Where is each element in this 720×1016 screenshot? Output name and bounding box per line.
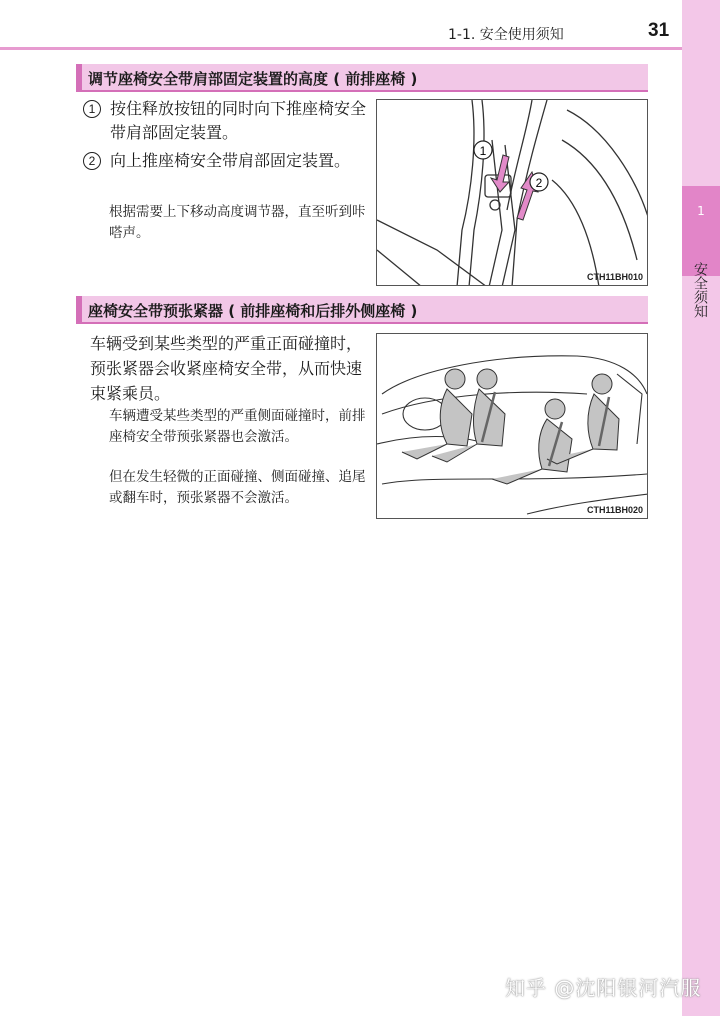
- side-collision-note: 车辆遭受某些类型的严重侧面碰撞时，前排座椅安全带预张紧器也会激活。: [109, 408, 366, 445]
- vehicle-cabin-drawing: [377, 334, 648, 519]
- step-number: 2: [83, 152, 101, 170]
- step-number: 1: [83, 100, 101, 118]
- section-heading-shoulder-anchor: [76, 64, 648, 92]
- step-2: [83, 149, 368, 173]
- shoulder-anchor-drawing: [377, 100, 648, 286]
- side-margin-bar: [682, 0, 720, 1016]
- minor-collision-note: 但在发生轻微的正面碰撞、侧面碰撞、追尾或翻车时，预张紧器不会激活。: [109, 469, 366, 506]
- running-header-section: 1-1. 安全使用须知: [448, 27, 564, 43]
- page-number: 31: [648, 20, 670, 41]
- step-1: [83, 97, 368, 145]
- header-rule: [0, 47, 682, 50]
- figure-code: CTH11BH010: [586, 272, 643, 282]
- step-text: 向上推座椅安全带肩部固定装置。: [110, 151, 351, 170]
- section-heading-pretensioner: [76, 296, 648, 324]
- chapter-number: 1: [697, 204, 705, 218]
- section-title: 调节座椅安全带肩部固定装置的高度 ( 前排座椅 ): [88, 70, 418, 88]
- chapter-label: 安全须知: [692, 262, 708, 318]
- callout-1: 1: [479, 144, 487, 158]
- step-text: 按住释放按钮的同时向下推座椅安全带肩部固定装置。: [110, 99, 367, 142]
- callout-2: 2: [535, 176, 543, 190]
- figure-code: CTH11BH020: [586, 505, 643, 515]
- pretensioner-description: 车辆受到某些类型的严重正面碰撞时，预张紧器会收紧座椅安全带，从而快速束紧乘员。: [90, 334, 363, 403]
- watermark: 知乎 @沈阳银河汽服: [505, 976, 702, 1000]
- section-title: 座椅安全带预张紧器 ( 前排座椅和后排外侧座椅 ): [88, 302, 418, 320]
- shoulder-anchor-illustration: [376, 99, 648, 286]
- adjustment-note: 根据需要上下移动高度调节器，直至听到咔嗒声。: [109, 204, 366, 241]
- pretensioner-illustration: [376, 333, 648, 519]
